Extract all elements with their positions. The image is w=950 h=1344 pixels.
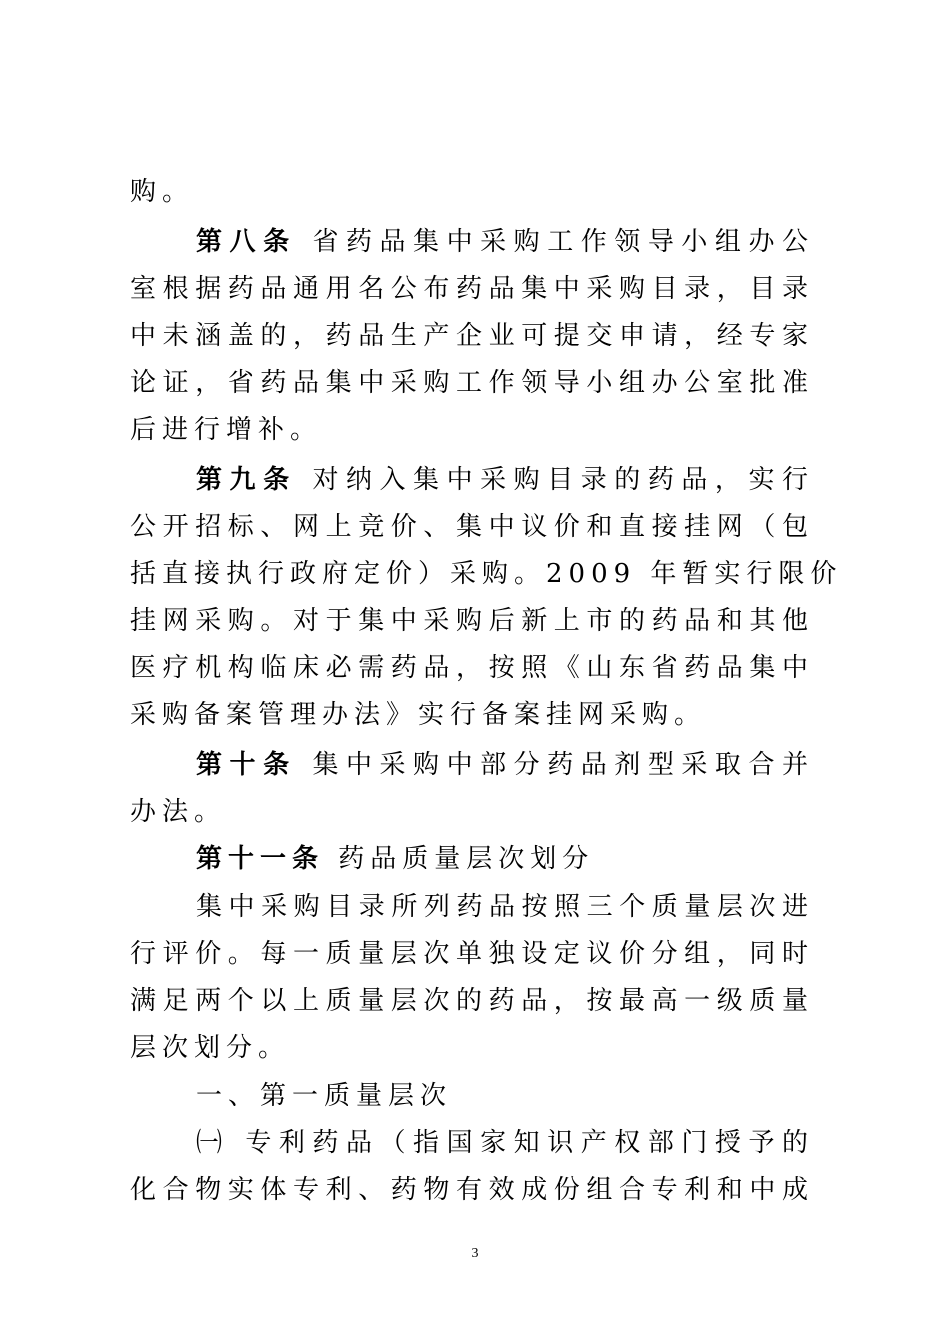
line-text: 集中采购目录所列药品按照三个质量层次进 [196, 892, 814, 922]
text-line [130, 934, 814, 974]
line-text: 化合物实体专利、药物有效成份组合专利和中成 [130, 1175, 814, 1205]
line-text: 论证，省药品集中采购工作领导小组办公室批准 [130, 368, 814, 398]
text-line [130, 316, 814, 356]
text-line [130, 172, 814, 212]
line-text: 室根据药品通用名公布药品集中采购目录，目录 [130, 274, 814, 304]
line-text: 采购备案管理办法》实行备案挂网采购。 [130, 700, 707, 730]
line-text: 括直接执行政府定价）采购。2009 年暂实行限价 [130, 559, 843, 589]
line-text: 公开招标、网上竞价、集中议价和直接挂网（包 [130, 512, 814, 542]
article-10-heading-line [196, 745, 814, 785]
line-text: 办法。 [130, 797, 227, 827]
section-heading-line [196, 1076, 814, 1116]
line-text: ㈠ 专利药品（指国家知识产权部门授予的 [196, 1128, 814, 1158]
article-heading: 第八条 [196, 227, 297, 257]
line-text: 一、第一质量层次 [196, 1081, 453, 1111]
article-heading: 第十一条 [196, 844, 325, 874]
text-line [130, 648, 814, 688]
text-line [196, 1123, 814, 1163]
text-line [130, 507, 814, 547]
article-8-heading-line [196, 222, 814, 262]
article-heading: 第十条 [196, 750, 297, 780]
article-11-heading-line [196, 839, 814, 879]
line-text: 层次划分。 [130, 1033, 291, 1063]
line-text: 省药品集中采购工作领导小组办公 [312, 227, 814, 257]
text-line [130, 410, 814, 450]
line-text: 满足两个以上质量层次的药品，按最高一级质量 [130, 986, 814, 1016]
text-line [130, 1170, 814, 1210]
line-text: 对纳入集中采购目录的药品，实行 [312, 465, 814, 495]
line-text: 行评价。每一质量层次单独设定议价分组，同时 [130, 939, 814, 969]
text-line [130, 601, 814, 641]
line-text: 后进行增补。 [130, 415, 323, 445]
text-line [196, 887, 814, 927]
line-text: 挂网采购。对于集中采购后新上市的药品和其他 [130, 606, 814, 636]
article-9-heading-line [196, 460, 814, 500]
line-text: 中未涵盖的，药品生产企业可提交申请，经专家 [130, 321, 814, 351]
text-line [130, 792, 814, 832]
text-line [130, 363, 814, 403]
line-text: 集中采购中部分药品剂型采取合并 [312, 750, 814, 780]
text-line [130, 695, 814, 735]
text-line [130, 1028, 814, 1068]
line-text: 医疗机构临床必需药品，按照《山东省药品集中 [130, 653, 814, 683]
line-text: 药品质量层次划分 [338, 844, 595, 874]
text-line [130, 981, 814, 1021]
page-number: 3 [471, 1246, 479, 1261]
text-line [130, 269, 814, 309]
line-text: 购。 [130, 177, 195, 207]
text-line [130, 554, 843, 594]
article-heading: 第九条 [196, 465, 297, 495]
